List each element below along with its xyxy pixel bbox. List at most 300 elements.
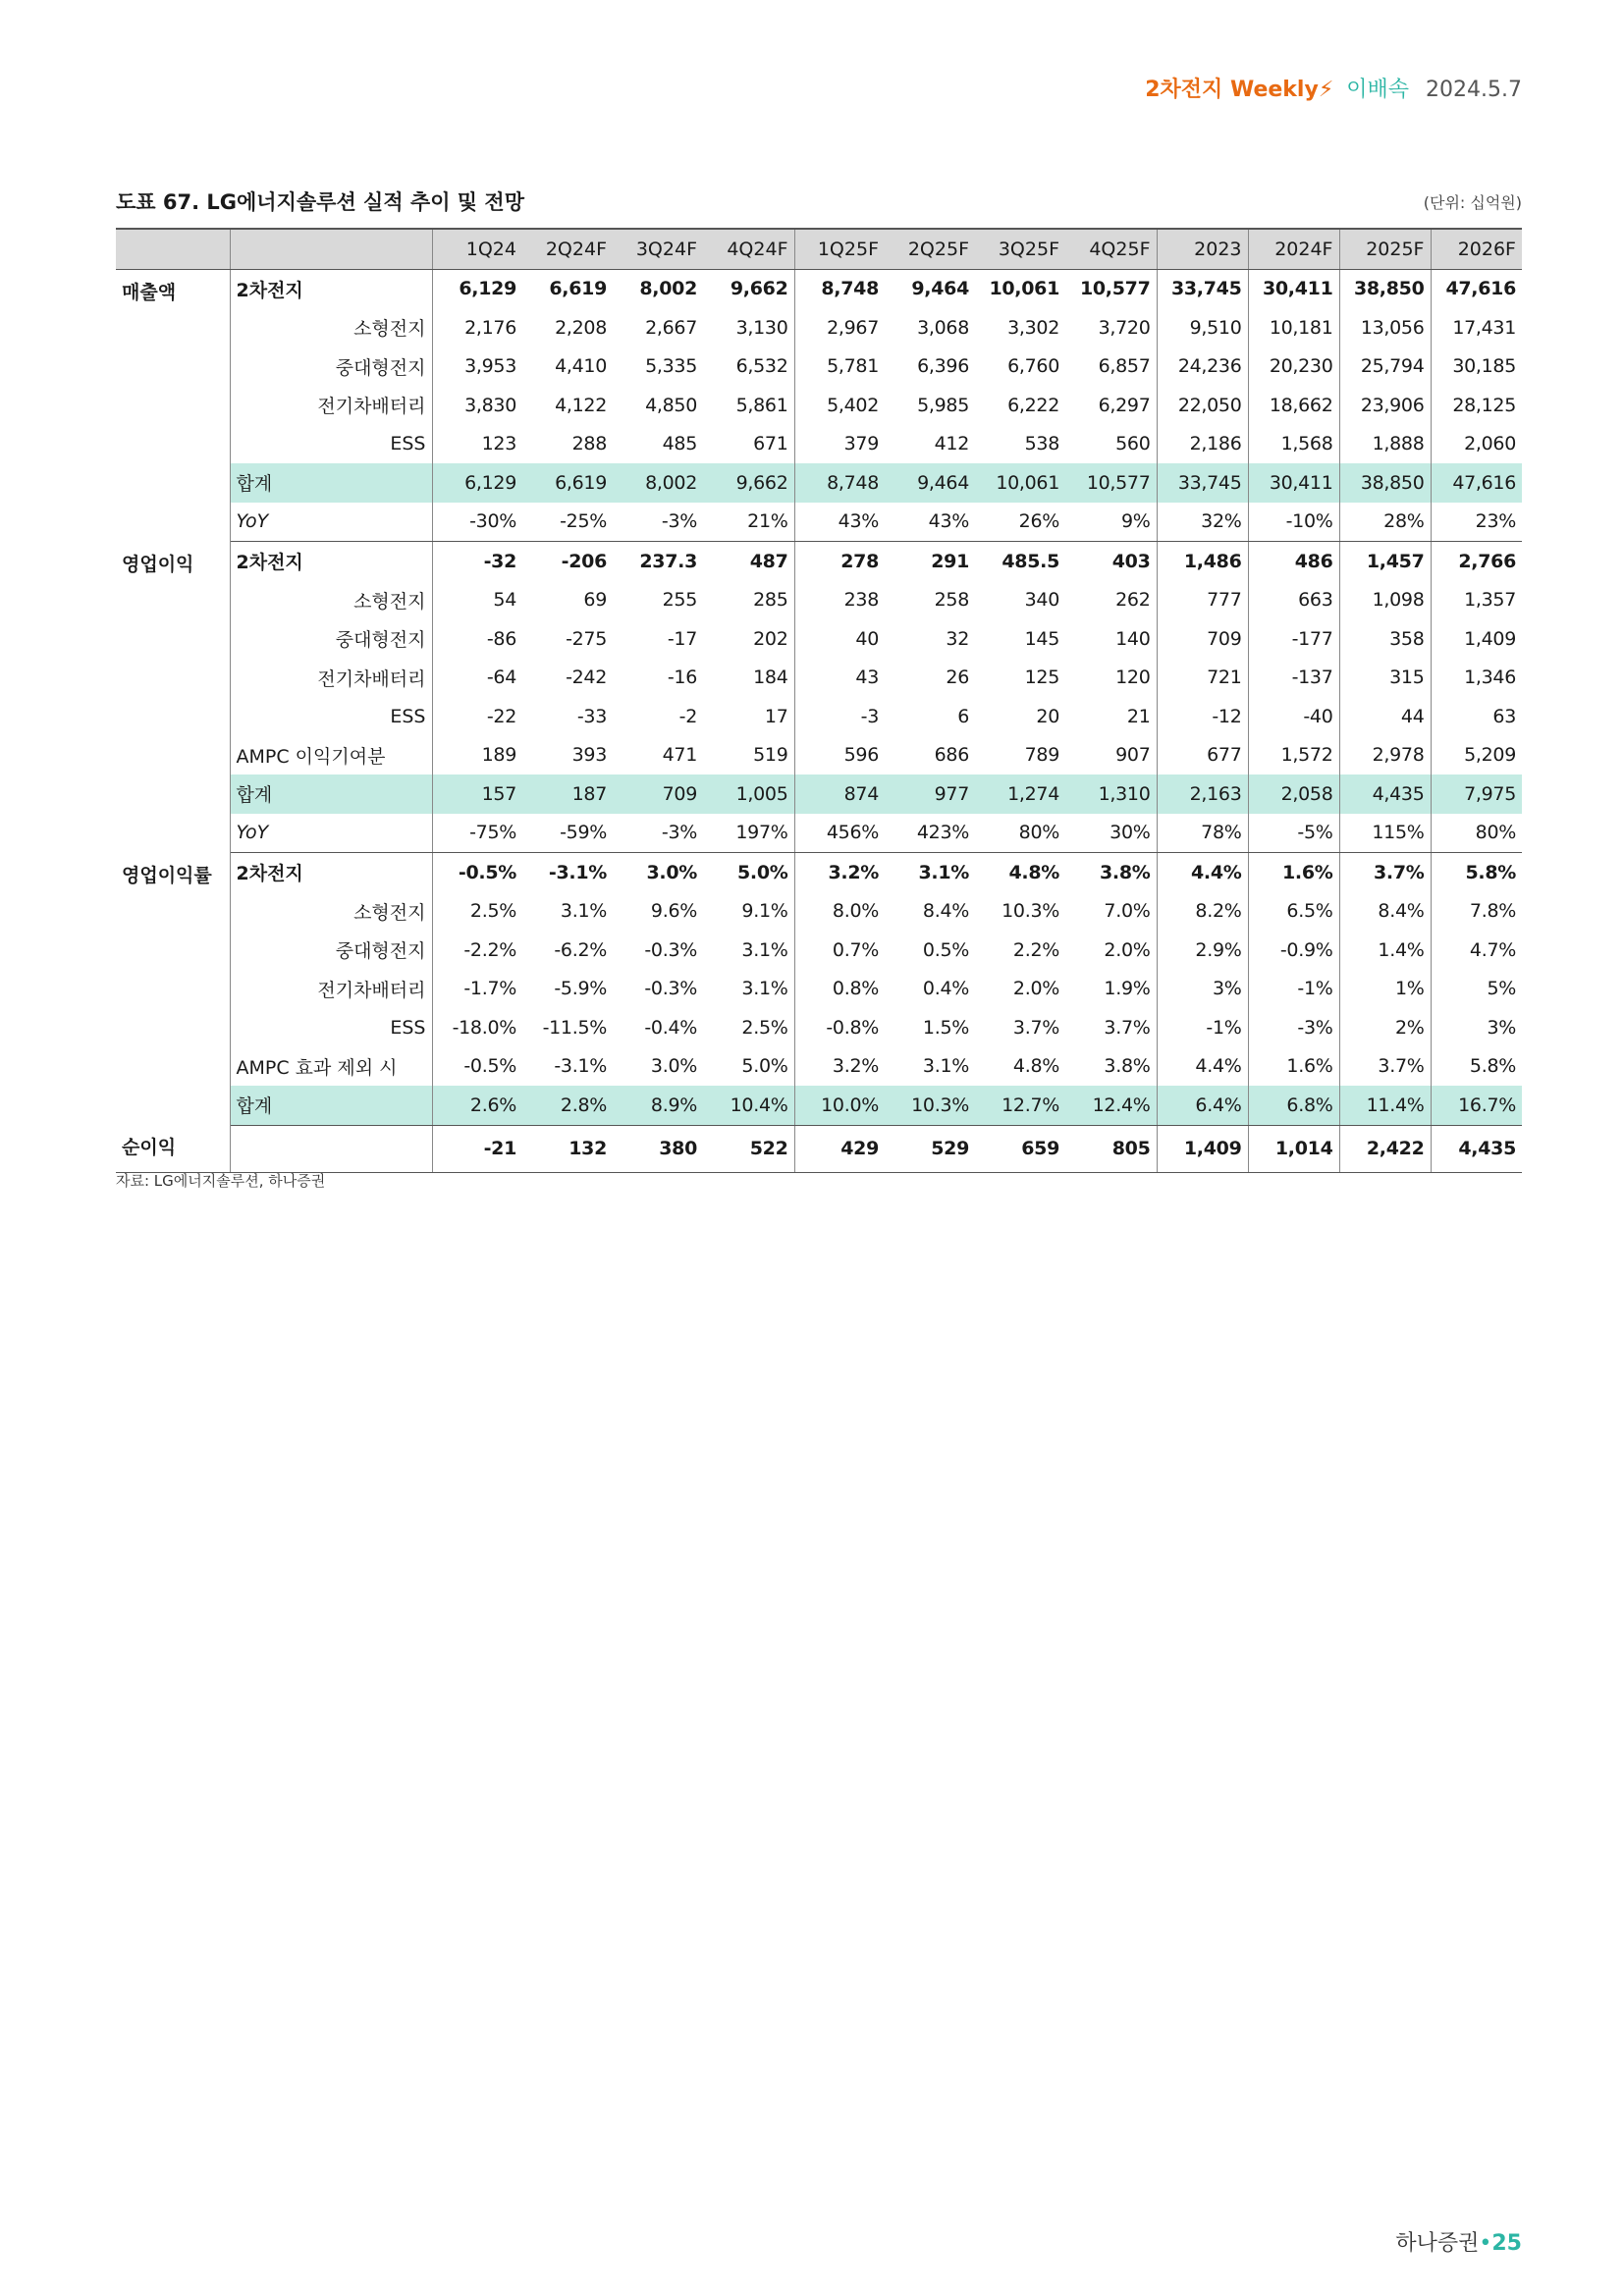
table-cell: -25%	[522, 503, 613, 542]
table-row	[116, 1008, 1522, 1047]
page-footer	[1395, 2226, 1522, 2257]
header-blank-category	[116, 229, 230, 269]
table-cell: 2,060	[1431, 425, 1522, 464]
table-row	[116, 463, 1522, 503]
column-header: 2023	[1157, 229, 1248, 269]
table-cell: 0.7%	[794, 931, 885, 970]
table-cell: 125	[1024, 667, 1059, 689]
table-cell: 2,978	[1339, 736, 1431, 775]
table-cell: -0.4%	[644, 1016, 697, 1039]
table-cell: 1.4%	[1339, 931, 1431, 970]
table-cell: -137	[1248, 659, 1339, 698]
table-cell: -5.9%	[554, 978, 607, 1000]
table-cell: 2,058	[1248, 774, 1339, 814]
table-cell: 4,850	[645, 394, 697, 416]
table-cell: -2.2%	[432, 931, 522, 970]
header-blank-label	[230, 229, 432, 269]
row-label	[230, 1125, 432, 1172]
table-cell: 28,125	[1431, 386, 1522, 425]
table-cell: -2	[678, 705, 697, 727]
table-cell: 63	[1431, 697, 1522, 736]
table-cell: 237.3	[639, 550, 697, 572]
table-cell: 977	[885, 774, 975, 814]
table-cell: 3,130	[735, 316, 788, 339]
table-cell: 659	[975, 1125, 1065, 1172]
table-cell: 238	[794, 581, 885, 620]
table-cell: 874	[794, 774, 885, 814]
table-cell: 6.8%	[1248, 1086, 1339, 1125]
table-cell: 3.8%	[1104, 1055, 1151, 1078]
table-cell: 4.4%	[1157, 1047, 1248, 1087]
row-label: AMPC 이익기여분	[230, 736, 432, 775]
table-cell: 4.4%	[1157, 853, 1248, 892]
table-row	[116, 774, 1522, 814]
table-cell: 6,619	[549, 278, 607, 300]
source-note: 자료: LG에너지솔루션, 하나증권	[116, 1172, 326, 1190]
table-cell: 22,050	[1157, 386, 1248, 425]
table-header-row	[116, 229, 1522, 269]
column-header: 3Q25F	[975, 229, 1065, 269]
table-row	[116, 892, 1522, 932]
table-cell: 6.5%	[1248, 892, 1339, 932]
table-cell: 3.2%	[794, 853, 885, 892]
table-cell: 596	[794, 736, 885, 775]
table-cell: -242	[566, 667, 607, 689]
row-category: 영업이익	[116, 542, 230, 853]
row-category: 순이익	[116, 1125, 230, 1172]
table-cell: 24,236	[1157, 347, 1248, 387]
table-cell: 1.5%	[922, 1016, 969, 1039]
table-cell: 80%	[1431, 814, 1522, 853]
row-label: 중대형전지	[230, 347, 432, 387]
table-cell: -0.9%	[1248, 931, 1339, 970]
table-cell: 487	[749, 550, 788, 572]
report-series-title: 2차전지 Weekly	[1145, 78, 1319, 102]
table-cell: 32%	[1157, 503, 1248, 542]
table-row	[116, 659, 1522, 698]
table-title-row	[116, 187, 1522, 218]
table-cell: 44	[1339, 697, 1431, 736]
table-row	[116, 970, 1522, 1009]
table-row	[116, 619, 1522, 659]
table-cell: 197%	[703, 814, 794, 853]
table-cell: 5.8%	[1431, 853, 1522, 892]
row-label: 중대형전지	[230, 619, 432, 659]
table-cell: 1,005	[703, 774, 794, 814]
table-cell: 13,056	[1339, 308, 1431, 347]
table-cell: 10.0%	[794, 1086, 885, 1125]
table-cell: 5.8%	[1431, 1047, 1522, 1087]
table-cell: 2%	[1339, 1008, 1431, 1047]
table-cell: 9,464	[911, 278, 969, 300]
earnings-table	[116, 228, 1522, 1173]
table-cell: 3.1%	[560, 900, 607, 923]
table-cell: 17	[764, 705, 788, 727]
table-cell: 429	[794, 1125, 885, 1172]
table-cell: 6,532	[735, 355, 788, 378]
table-cell: -3%	[613, 814, 703, 853]
table-cell: 5%	[1431, 970, 1522, 1009]
table-cell: 28%	[1339, 503, 1431, 542]
table-cell: 30%	[1065, 814, 1157, 853]
table-cell: 5,985	[917, 394, 969, 416]
row-label: 합계	[230, 774, 432, 814]
table-cell: 38,850	[1339, 463, 1431, 503]
table-cell: 120	[1115, 667, 1151, 689]
table-cell: 3.1%	[741, 938, 788, 961]
table-cell: 1,457	[1339, 542, 1431, 581]
table-cell: 2,176	[432, 308, 522, 347]
table-cell: -3	[794, 697, 885, 736]
table-cell: -18.0%	[432, 1008, 522, 1047]
table-row	[116, 736, 1522, 775]
table-row	[116, 581, 1522, 620]
table-cell: -30%	[432, 503, 522, 542]
table-row	[116, 425, 1522, 464]
table-cell: 21%	[703, 503, 794, 542]
report-author: 이배속	[1346, 78, 1410, 102]
table-cell: 262	[1115, 589, 1151, 612]
table-cell: 1,572	[1248, 736, 1339, 775]
table-cell: 709	[1157, 619, 1248, 659]
table-cell: 2.5%	[741, 1016, 788, 1039]
table-cell: 5,861	[735, 394, 788, 416]
table-row	[116, 386, 1522, 425]
table-cell: 522	[703, 1125, 794, 1172]
table-cell: 8.4%	[1339, 892, 1431, 932]
table-cell: 3.1%	[922, 1055, 969, 1078]
row-label: 전기차배터리	[230, 386, 432, 425]
table-cell: 2,766	[1431, 542, 1522, 581]
table-cell: 26%	[975, 503, 1065, 542]
table-cell: 145	[1024, 627, 1059, 650]
table-cell: 1,486	[1157, 542, 1248, 581]
table-cell: 1.6%	[1248, 853, 1339, 892]
table-cell: -3%	[613, 503, 703, 542]
row-label: 전기차배터리	[230, 970, 432, 1009]
table-cell: 2,667	[645, 316, 697, 339]
table-cell: 1.6%	[1248, 1047, 1339, 1087]
table-cell: 8,002	[639, 278, 697, 300]
table-row	[116, 542, 1522, 581]
lightning-icon: ⚡	[1318, 78, 1334, 102]
table-cell: 26	[946, 667, 969, 689]
table-cell: 6,760	[1007, 355, 1059, 378]
table-cell: 777	[1157, 581, 1248, 620]
table-row	[116, 931, 1522, 970]
table-cell: 5.0%	[737, 861, 788, 883]
table-cell: 5,209	[1431, 736, 1522, 775]
table-cell: 3.7%	[1339, 853, 1431, 892]
table-cell: -75%	[432, 814, 522, 853]
table-cell: 403	[1111, 550, 1151, 572]
table-row	[116, 1047, 1522, 1087]
table-cell: -0.5%	[432, 1047, 522, 1087]
table-cell: 6,129	[432, 269, 522, 308]
table-cell: 3.0%	[646, 861, 697, 883]
table-cell: -10%	[1248, 503, 1339, 542]
table-cell: 380	[613, 1125, 703, 1172]
table-cell: 258	[934, 589, 969, 612]
table-cell: 5,335	[645, 355, 697, 378]
table-cell: 805	[1065, 1125, 1157, 1172]
report-header	[1145, 73, 1522, 103]
table-cell: 6,857	[1098, 355, 1151, 378]
table-cell: -3.1%	[554, 1055, 607, 1078]
table-cell: 157	[432, 774, 522, 814]
table-cell: -32	[432, 542, 522, 581]
table-cell: -16	[667, 667, 697, 689]
row-label: ESS	[230, 425, 432, 464]
row-label: YoY	[230, 814, 432, 853]
table-cell: 10,577	[1065, 463, 1157, 503]
table-cell: 40	[794, 619, 885, 659]
table-cell: -275	[566, 627, 607, 650]
table-cell: 9,662	[730, 278, 788, 300]
table-cell: 8,748	[794, 463, 885, 503]
table-cell: 3.2%	[794, 1047, 885, 1087]
row-label: 합계	[230, 463, 432, 503]
table-cell: 9%	[1065, 503, 1157, 542]
row-label: 2차전지	[230, 269, 432, 308]
table-cell: 0.5%	[922, 938, 969, 961]
table-row	[116, 269, 1522, 308]
table-cell: 78%	[1157, 814, 1248, 853]
table-cell: 671	[753, 433, 788, 455]
report-date: 2024.5.7	[1426, 78, 1522, 102]
table-cell: 25,794	[1339, 347, 1431, 387]
column-header: 2025F	[1339, 229, 1431, 269]
table-cell: -6.2%	[554, 938, 607, 961]
table-cell: 1,888	[1339, 425, 1431, 464]
table-cell: 38,850	[1339, 269, 1431, 308]
table-cell: 2,163	[1157, 774, 1248, 814]
table-cell: 21	[1126, 705, 1151, 727]
table-cell: 3.7%	[1104, 1016, 1151, 1039]
row-category: 매출액	[116, 269, 230, 542]
table-cell: 0.4%	[922, 978, 969, 1000]
table-cell: -3.1%	[548, 861, 607, 883]
table-cell: -0.3%	[644, 938, 697, 961]
table-cell: 7,975	[1431, 774, 1522, 814]
table-cell: 47,616	[1431, 463, 1522, 503]
table-cell: 184	[753, 667, 788, 689]
table-row	[116, 503, 1522, 542]
table-cell: 8,002	[613, 463, 703, 503]
table-cell: 1,568	[1248, 425, 1339, 464]
unit-label: (단위: 십억원)	[1423, 193, 1522, 212]
table-cell: 285	[753, 589, 788, 612]
table-row	[116, 308, 1522, 347]
table-cell: 486	[1248, 542, 1339, 581]
footer-brand: 하나증권	[1395, 2231, 1480, 2256]
table-cell: 529	[885, 1125, 975, 1172]
table-cell: 3.1%	[741, 978, 788, 1000]
table-cell: 1.9%	[1104, 978, 1151, 1000]
table-cell: 10,061	[975, 463, 1065, 503]
table-cell: 3.7%	[1012, 1016, 1059, 1039]
table-cell: 10.3%	[1001, 900, 1059, 923]
table-cell: 1,014	[1248, 1125, 1339, 1172]
table-cell: 3.7%	[1339, 1047, 1431, 1087]
table-cell: 189	[432, 736, 522, 775]
table-cell: 0.8%	[794, 970, 885, 1009]
row-label: AMPC 효과 제외 시	[230, 1047, 432, 1087]
table-cell: 1,409	[1157, 1125, 1248, 1172]
table-cell: 33,745	[1157, 463, 1248, 503]
table-cell: -59%	[522, 814, 613, 853]
table-cell: 255	[662, 589, 697, 612]
row-label: 소형전지	[230, 581, 432, 620]
table-cell: 1,409	[1431, 619, 1522, 659]
table-cell: 43%	[794, 503, 885, 542]
table-cell: 3,302	[1007, 316, 1059, 339]
table-cell: 17,431	[1431, 308, 1522, 347]
column-header: 2024F	[1248, 229, 1339, 269]
table-cell: 9,662	[703, 463, 794, 503]
table-cell: 69	[583, 589, 607, 612]
table-cell: -0.5%	[432, 853, 522, 892]
table-cell: 5,781	[794, 347, 885, 387]
table-cell: 288	[571, 433, 607, 455]
table-cell: 560	[1115, 433, 1151, 455]
row-label: 전기차배터리	[230, 659, 432, 698]
table-row	[116, 1086, 1522, 1125]
table-cell: 315	[1339, 659, 1431, 698]
table-cell: 8.2%	[1157, 892, 1248, 932]
row-label: 중대형전지	[230, 931, 432, 970]
row-label: 소형전지	[230, 308, 432, 347]
table-cell: 721	[1157, 659, 1248, 698]
table-cell: 10,061	[989, 278, 1059, 300]
table-cell: 5.0%	[741, 1055, 788, 1078]
table-cell: 538	[1024, 433, 1059, 455]
column-header: 1Q25F	[794, 229, 885, 269]
table-cell: -21	[432, 1125, 522, 1172]
column-header: 3Q24F	[613, 229, 703, 269]
table-cell: 23%	[1431, 503, 1522, 542]
table-cell: 3,830	[432, 386, 522, 425]
table-cell: 686	[934, 744, 969, 767]
table-cell: 2.0%	[1104, 938, 1151, 961]
table-cell: 4,410	[555, 355, 607, 378]
column-header: 4Q24F	[703, 229, 794, 269]
table-cell: 9,510	[1157, 308, 1248, 347]
column-header: 4Q25F	[1065, 229, 1157, 269]
table-cell: 47,616	[1431, 269, 1522, 308]
table-cell: 9.1%	[741, 900, 788, 923]
table-cell: 6,129	[432, 463, 522, 503]
table-cell: 1,274	[975, 774, 1065, 814]
table-cell: -1%	[1248, 970, 1339, 1009]
table-cell: 379	[794, 425, 885, 464]
table-cell: 1%	[1339, 970, 1431, 1009]
row-category: 영업이익률	[116, 853, 230, 1126]
table-row	[116, 1125, 1522, 1172]
table-cell: 7.8%	[1431, 892, 1522, 932]
row-label: YoY	[230, 503, 432, 542]
table-cell: 8.9%	[613, 1086, 703, 1125]
table-cell: 3.0%	[650, 1055, 697, 1078]
table-cell: 2,186	[1157, 425, 1248, 464]
table-cell: 278	[794, 542, 885, 581]
table-cell: 3%	[1431, 1008, 1522, 1047]
table-cell: 12.7%	[975, 1086, 1065, 1125]
row-label: 합계	[230, 1086, 432, 1125]
table-cell: 1,310	[1065, 774, 1157, 814]
table-cell: 6,222	[1007, 394, 1059, 416]
table-cell: -5%	[1248, 814, 1339, 853]
table-cell: 20,230	[1248, 347, 1339, 387]
table-cell: 663	[1248, 581, 1339, 620]
table-cell: 519	[753, 744, 788, 767]
table-cell: 6.4%	[1157, 1086, 1248, 1125]
table-cell: 12.4%	[1065, 1086, 1157, 1125]
table-cell: 8,748	[794, 269, 885, 308]
table-cell: 5,402	[794, 386, 885, 425]
row-label: 2차전지	[230, 542, 432, 581]
table-cell: -22	[432, 697, 522, 736]
table-cell: 11.4%	[1339, 1086, 1431, 1125]
table-cell: 30,411	[1248, 463, 1339, 503]
row-label: 소형전지	[230, 892, 432, 932]
column-header: 1Q24	[432, 229, 522, 269]
table-cell: 340	[1024, 589, 1059, 612]
table-cell: 202	[753, 627, 788, 650]
table-cell: 3,720	[1098, 316, 1151, 339]
table-cell: 18,662	[1248, 386, 1339, 425]
table-cell: 10,181	[1248, 308, 1339, 347]
table-cell: 6,619	[522, 463, 613, 503]
table-cell: -3%	[1248, 1008, 1339, 1047]
table-cell: 54	[432, 581, 522, 620]
table-cell: 30,411	[1248, 269, 1339, 308]
column-header: 2Q24F	[522, 229, 613, 269]
table-cell: 6	[957, 705, 969, 727]
table-cell: -0.3%	[644, 978, 697, 1000]
table-cell: -0.8%	[794, 1008, 885, 1047]
table-cell: 10.3%	[885, 1086, 975, 1125]
table-title: 도표 67. LG에너지솔루션 실적 추이 및 전망	[116, 190, 524, 214]
table-cell: 2.9%	[1157, 931, 1248, 970]
footer-dot: •	[1479, 2231, 1492, 2256]
table-cell: 4,435	[1339, 774, 1431, 814]
row-label: ESS	[230, 697, 432, 736]
table-cell: 132	[522, 1125, 613, 1172]
table-cell: 3.1%	[918, 861, 969, 883]
table-cell: 4,435	[1431, 1125, 1522, 1172]
table-cell: -11.5%	[542, 1016, 607, 1039]
table-cell: -1%	[1157, 1008, 1248, 1047]
table-cell: 8.4%	[922, 900, 969, 923]
row-label: ESS	[230, 1008, 432, 1047]
table-cell: 3,953	[432, 347, 522, 387]
table-cell: 1,098	[1339, 581, 1431, 620]
table-cell: 485.5	[1001, 550, 1059, 572]
table-cell: 32	[946, 627, 969, 650]
table-cell: -1.7%	[432, 970, 522, 1009]
table-cell: 4.7%	[1431, 931, 1522, 970]
row-label: 2차전지	[230, 853, 432, 892]
table-cell: -40	[1248, 697, 1339, 736]
table-cell: 423%	[885, 814, 975, 853]
table-row	[116, 814, 1522, 853]
table-row	[116, 697, 1522, 736]
table-cell: 3,068	[917, 316, 969, 339]
table-cell: -86	[432, 619, 522, 659]
table-cell: 393	[571, 744, 607, 767]
table-cell: -33	[576, 705, 607, 727]
